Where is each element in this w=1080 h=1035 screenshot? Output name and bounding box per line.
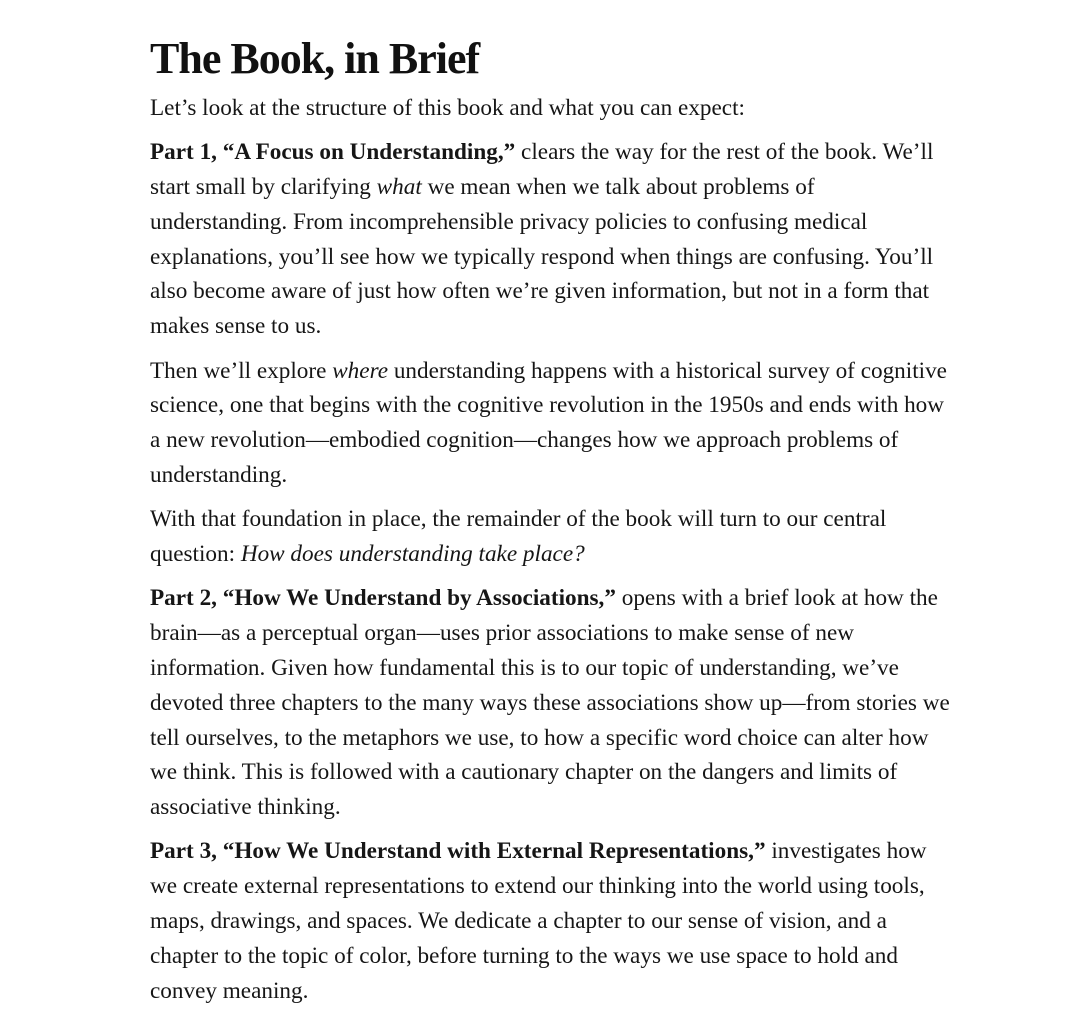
where-paragraph [150, 354, 956, 493]
part2-lead: Part 2, “How We Understand by Associations,” [150, 585, 616, 612]
part3-lead: Part 3, “How We Understand with External Representations,” [150, 838, 766, 865]
where-emphasis: where [332, 357, 389, 384]
part2-text: opens with a brief look at how the brain—as a perceptual organ—uses prior associations to make sense of new information. Given how fundamental this is to our topic of understanding, we’ve devoted three chapters to the many ways these associations show up—from stories we tell ourselves, to the metaphors we use, to how a specific word choice can alter how we think. This is followed with a cautionary chapter on the dangers and limits of associative thinking. [150, 585, 950, 821]
part1-paragraph [150, 135, 956, 344]
part2-paragraph [150, 581, 956, 825]
intro-paragraph: Let’s look at the structure of this book and what you can expect: [150, 95, 745, 121]
where-text-b: understanding happens with a historical survey of cognitive science, one that begins with the cognitive revolution in the 1950s and ends with how a new revolution—embodied cognition—changes how we approach problems of understanding. [150, 357, 947, 488]
part3-paragraph [150, 834, 956, 1008]
book-page [150, 34, 956, 1018]
part1-text-b: we mean when we talk about problems of understanding. From incomprehensible privacy policies to confusing medical explanations, you’ll see how we typically respond when things are confusing. You’ll also become aware of just how often we’re given information, but not in a form that makes sense to us. [150, 174, 934, 340]
part1-text-a: clears the way for the rest of the book. We’ll start small by clarifying [150, 139, 934, 201]
section-title: The Book, in Brief [150, 34, 480, 83]
part1-lead: Part 1, “A Focus on Understanding,” [150, 139, 516, 166]
where-text-a: Then we’ll explore [150, 357, 333, 384]
part3-text: investigates how we create external representations to extend our thinking into the world using tools, maps, drawings, and spaces. We dedicate a chapter to our sense of vision, and a chapter to the topic of color, before turning to the ways we use space to hold and convey meaning. [150, 838, 927, 1004]
foundation-paragraph [150, 502, 956, 572]
central-question: How does understanding take place? [240, 541, 585, 568]
foundation-text: With that foundation in place, the remainder of the book will turn to our central question: [150, 506, 887, 568]
part1-emphasis-what: what [376, 174, 422, 201]
